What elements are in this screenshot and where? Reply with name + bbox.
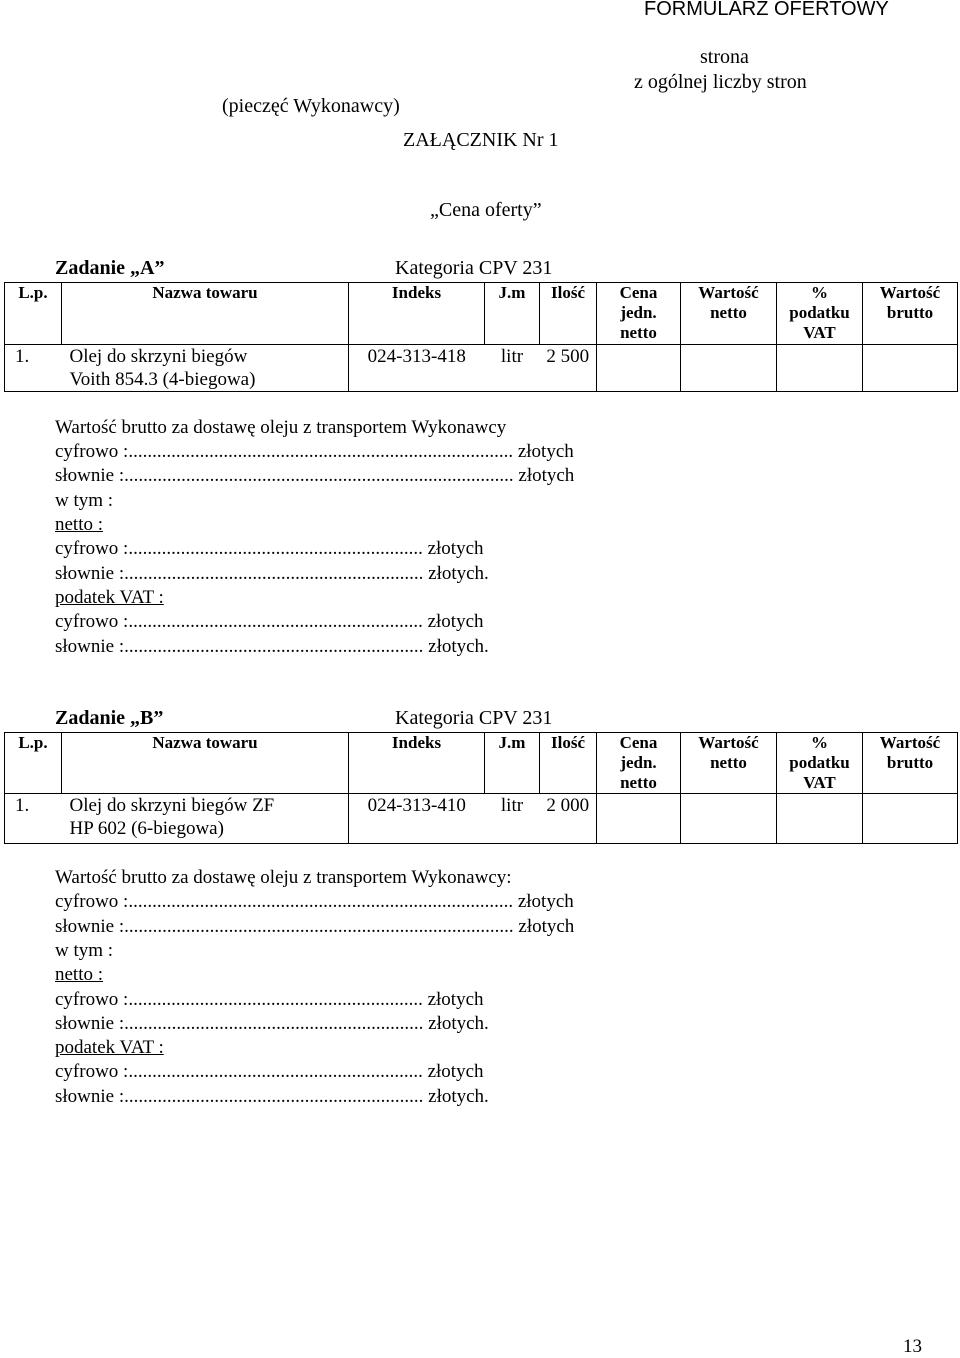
item-name: Olej do skrzyni biegów Voith 854.3 (4-biegowa) (62, 345, 349, 392)
task-a-vat-digits: cyfrowo :.............................................................. złotych (55, 611, 484, 632)
task-a-category: Kategoria CPV 231 (395, 257, 553, 279)
attachment-label: ZAŁĄCZNIK Nr 1 (403, 129, 559, 151)
task-b-gross-digits: cyfrowo :................................................................................. złotych (55, 891, 574, 912)
item-gross-value[interactable] (863, 345, 958, 392)
col-vat-pct: % podatku VAT (777, 733, 863, 794)
col-qty: Ilość (540, 283, 597, 345)
item-gross-value[interactable] (863, 794, 958, 844)
task-b-vat-digits: cyfrowo :.............................................................. złotych (55, 1061, 484, 1082)
task-a-summary-title: Wartość brutto za dostawę oleju z transportem Wykonawcy (55, 417, 507, 438)
item-unit: litr (485, 345, 540, 392)
task-b-category: Kategoria CPV 231 (395, 707, 553, 729)
task-a-gross-digits: cyfrowo :................................................................................. złotych (55, 441, 574, 462)
col-name: Nazwa towaru (62, 283, 349, 345)
task-b-including: w tym : (55, 940, 114, 961)
col-net-value: Wartość netto (681, 283, 777, 345)
col-name: Nazwa towaru (62, 733, 349, 794)
task-b-title: Zadanie „B” (55, 707, 164, 729)
item-index: 024-313-418 (349, 345, 485, 392)
task-a-title: Zadanie „A” (55, 257, 165, 279)
task-b-vat-label: podatek VAT : (55, 1037, 164, 1058)
form-title: FORMULARZ OFERTOWY (644, 0, 889, 20)
task-b-table (4, 732, 958, 844)
col-lp: L.p. (5, 733, 62, 794)
item-name: Olej do skrzyni biegów ZF HP 602 (6-biegowa) (62, 794, 349, 844)
item-unit-price[interactable] (597, 345, 681, 392)
col-vat-pct: % podatku VAT (777, 283, 863, 345)
col-qty: Ilość (540, 733, 597, 794)
task-a-gross-words: słownie :.................................................................................. złotych (55, 465, 575, 486)
item-net-value[interactable] (681, 794, 777, 844)
item-net-value[interactable] (681, 345, 777, 392)
item-vat-pct[interactable] (777, 794, 863, 844)
task-b-net-digits: cyfrowo :.............................................................. złotych (55, 989, 484, 1010)
task-b-gross-words: słownie :.................................................................................. złotych (55, 916, 575, 937)
col-gross-value: Wartość brutto (863, 733, 958, 794)
col-unit-price: Cena jedn. netto (597, 733, 681, 794)
contractor-stamp: (pieczęć Wykonawcy) (222, 95, 400, 117)
task-a-net-digits: cyfrowo :.............................................................. złotych (55, 538, 484, 559)
item-lp: 1. (5, 345, 62, 392)
task-a-including: w tym : (55, 490, 114, 511)
task-a-vat-label: podatek VAT : (55, 587, 164, 608)
col-gross-value: Wartość brutto (863, 283, 958, 345)
item-lp: 1. (5, 794, 62, 844)
col-net-value: Wartość netto (681, 733, 777, 794)
item-unit: litr (485, 794, 540, 844)
table-row (5, 794, 958, 844)
task-a-vat-words: słownie :............................................................... złotych. (55, 636, 489, 657)
col-unit-price: Cena jedn. netto (597, 283, 681, 345)
col-unit: J.m (485, 283, 540, 345)
item-index: 024-313-410 (349, 794, 485, 844)
page-label: strona (700, 46, 749, 68)
task-a-net-label: netto : (55, 514, 104, 535)
task-a-net-words: słownie :............................................................... złotych. (55, 563, 489, 584)
task-b-summary-title: Wartość brutto za dostawę oleju z transportem Wykonawcy: (55, 867, 512, 888)
table-row (5, 345, 958, 392)
col-index: Indeks (349, 733, 485, 794)
col-unit: J.m (485, 733, 540, 794)
task-b-net-label: netto : (55, 964, 104, 985)
item-qty: 2 000 (540, 794, 597, 844)
col-lp: L.p. (5, 283, 62, 345)
item-qty: 2 500 (540, 345, 597, 392)
offer-price-title: „Cena oferty” (430, 199, 542, 221)
item-vat-pct[interactable] (777, 345, 863, 392)
item-unit-price[interactable] (597, 794, 681, 844)
task-a-table (4, 282, 958, 392)
page-count-label: z ogólnej liczby stron (634, 71, 807, 93)
page-number: 13 (903, 1336, 922, 1357)
col-index: Indeks (349, 283, 485, 345)
task-b-vat-words: słownie :............................................................... złotych. (55, 1086, 489, 1107)
task-b-net-words: słownie :............................................................... złotych. (55, 1013, 489, 1034)
